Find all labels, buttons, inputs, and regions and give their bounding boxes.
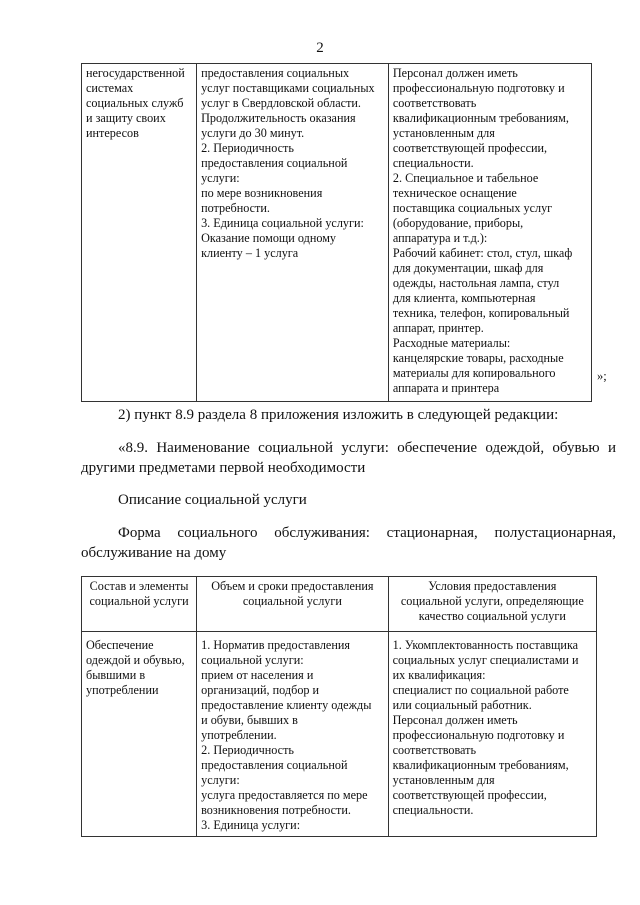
table-row xyxy=(82,64,592,402)
cell-text-line: техника, телефон, копировальный xyxy=(392,306,570,320)
cell-text-line: социальных служб xyxy=(86,96,184,110)
service-form-line2: обслуживание на дому xyxy=(81,545,227,561)
cell-text-line: аппарата и принтера xyxy=(392,381,500,395)
section-heading: Описание социальной услуги xyxy=(118,492,307,508)
table-row xyxy=(82,632,597,837)
cell-text-line: соответствовать xyxy=(392,743,477,757)
cell-text-line: или социальный работник. xyxy=(392,698,532,712)
amendment-paragraph: 2) пункт 8.9 раздела 8 приложения изложить в следующей редакции: xyxy=(118,407,559,423)
cell-text-line: специалист по социальной работе xyxy=(392,683,569,697)
closing-quote-mark: »; xyxy=(597,369,607,383)
cell-text-line: предоставления социальных xyxy=(201,66,350,80)
cell-text-line: употреблении. xyxy=(201,728,277,742)
service-name-line2: другими предметами первой необходимости xyxy=(81,460,366,476)
header-text-line: Объем и сроки предоставления xyxy=(211,579,374,593)
cell-text-line: установленным для xyxy=(392,773,495,787)
cell-text-line: профессиональную подготовку и xyxy=(392,81,565,95)
cell-text-line: организаций, подбор и xyxy=(201,683,320,697)
cell-text-line: 2. Специальное и табельное xyxy=(392,171,539,185)
service-form-line1: Форма социального обслуживания: стационарная, полустационарная, xyxy=(118,525,616,541)
cell-text-line: употреблении xyxy=(86,683,159,697)
header-text-line: Состав и элементы xyxy=(89,579,189,593)
cell-text-line: 2. Периодичность xyxy=(201,743,294,757)
cell-text-line: Обеспечение xyxy=(86,638,154,652)
cell-text-line: социальной услуги: xyxy=(201,653,304,667)
header-cell-volume xyxy=(197,577,389,632)
cell-text-line: услуги: xyxy=(201,171,240,185)
cell-text-line: 2. Периодичность xyxy=(201,141,294,155)
cell-text-line: квалификационным требованиям, xyxy=(392,758,569,772)
cell-text-line: системах xyxy=(86,81,134,95)
service-description-table xyxy=(81,576,597,837)
cell-text-line: 1. Норматив предоставления xyxy=(201,638,350,652)
table2-col3-cell xyxy=(388,632,596,837)
cell-text-line: одежды, настольная лампа, стул xyxy=(392,276,560,290)
cell-text-line: 1. Укомплектованность поставщика xyxy=(392,638,579,652)
cell-text-line: клиенту – 1 услуга xyxy=(201,246,299,260)
service-name-line1: «8.9. Наименование социальной услуги: обеспечение одеждой, обувью и xyxy=(118,440,616,456)
cell-text-line: Расходные материалы: xyxy=(392,336,511,350)
cell-text-line: специальности. xyxy=(392,803,474,817)
cell-text-line: возникновения потребности. xyxy=(201,803,351,817)
cell-text-line: 3. Единица социальной услуги: xyxy=(201,216,364,230)
cell-text-line: предоставления социальной xyxy=(201,156,348,170)
cell-text-line: и обуви, бывших в xyxy=(201,713,298,727)
cell-text-line: соответствовать xyxy=(392,96,477,110)
cell-text-line: (оборудование, приборы, xyxy=(392,216,524,230)
cell-text-line: специальности. xyxy=(392,156,474,170)
services-table-continued xyxy=(81,63,592,402)
cell-text-line: потребности. xyxy=(201,201,270,215)
cell-text-line: для документации, шкаф для xyxy=(392,261,544,275)
cell-text-line: интересов xyxy=(86,126,139,140)
header-text-line: социальной услуги xyxy=(242,594,342,608)
cell-text-line: услуги: xyxy=(201,773,240,787)
table-header-row xyxy=(82,577,597,632)
cell-text-line: Персонал должен иметь xyxy=(392,66,518,80)
cell-text-line: аппаратура и т.д.): xyxy=(392,231,488,245)
cell-text-line: предоставления социальной xyxy=(201,758,348,772)
cell-text-line: Персонал должен иметь xyxy=(392,713,518,727)
header-text-line: социальной услуги xyxy=(89,594,189,608)
header-text-line: социальной услуги, определяющие xyxy=(400,594,584,608)
cell-text-line: поставщика социальных услуг xyxy=(392,201,553,215)
table1-col1-cell xyxy=(82,64,197,402)
cell-text-line: негосударственной xyxy=(86,66,185,80)
cell-text-line: Оказание помощи одному xyxy=(201,231,337,245)
header-text-line: качество социальной услуги xyxy=(418,609,566,623)
cell-text-line: социальных услуг специалистами и xyxy=(392,653,579,667)
cell-text-line: прием от населения и xyxy=(201,668,314,682)
table1-col2-cell xyxy=(197,64,389,402)
header-cell-composition xyxy=(82,577,197,632)
cell-text-line: их квалификация: xyxy=(392,668,486,682)
cell-text-line: материалы для копировального xyxy=(392,366,556,380)
cell-text-line: по мере возникновения xyxy=(201,186,323,200)
table1-col3-cell xyxy=(388,64,591,402)
cell-text-line: услуга предоставляется по мере xyxy=(201,788,368,802)
cell-text-line: одеждой и обувью, xyxy=(86,653,185,667)
cell-text-line: канцелярские товары, расходные xyxy=(392,351,564,365)
cell-text-line: аппарат, принтер. xyxy=(392,321,484,335)
cell-text-line: Продолжительность оказания xyxy=(201,111,356,125)
header-text-line: Условия предоставления xyxy=(428,579,557,593)
cell-text-line: бывшими в xyxy=(86,668,146,682)
cell-text-line: квалификационным требованиям, xyxy=(392,111,569,125)
cell-text-line: услуг в Свердловской области. xyxy=(201,96,361,110)
cell-text-line: соответствующей профессии, xyxy=(392,788,547,802)
cell-text-line: предоставление клиенту одежды xyxy=(201,698,372,712)
cell-text-line: услуг поставщиками социальных xyxy=(201,81,375,95)
table2-col2-cell xyxy=(197,632,389,837)
cell-text-line: для клиента, компьютерная xyxy=(392,291,536,305)
table2-col1-cell xyxy=(82,632,197,837)
cell-text-line: услуги до 30 минут. xyxy=(201,126,305,140)
cell-text-line: техническое оснащение xyxy=(392,186,517,200)
page-number: 2 xyxy=(316,40,324,56)
cell-text-line: установленным для xyxy=(392,126,495,140)
cell-text-line: профессиональную подготовку и xyxy=(392,728,565,742)
cell-text-line: и защиту своих xyxy=(86,111,166,125)
header-cell-conditions xyxy=(388,577,596,632)
cell-text-line: Рабочий кабинет: стол, стул, шкаф xyxy=(392,246,573,260)
cell-text-line: 3. Единица услуги: xyxy=(201,818,301,832)
cell-text-line: соответствующей профессии, xyxy=(392,141,548,155)
